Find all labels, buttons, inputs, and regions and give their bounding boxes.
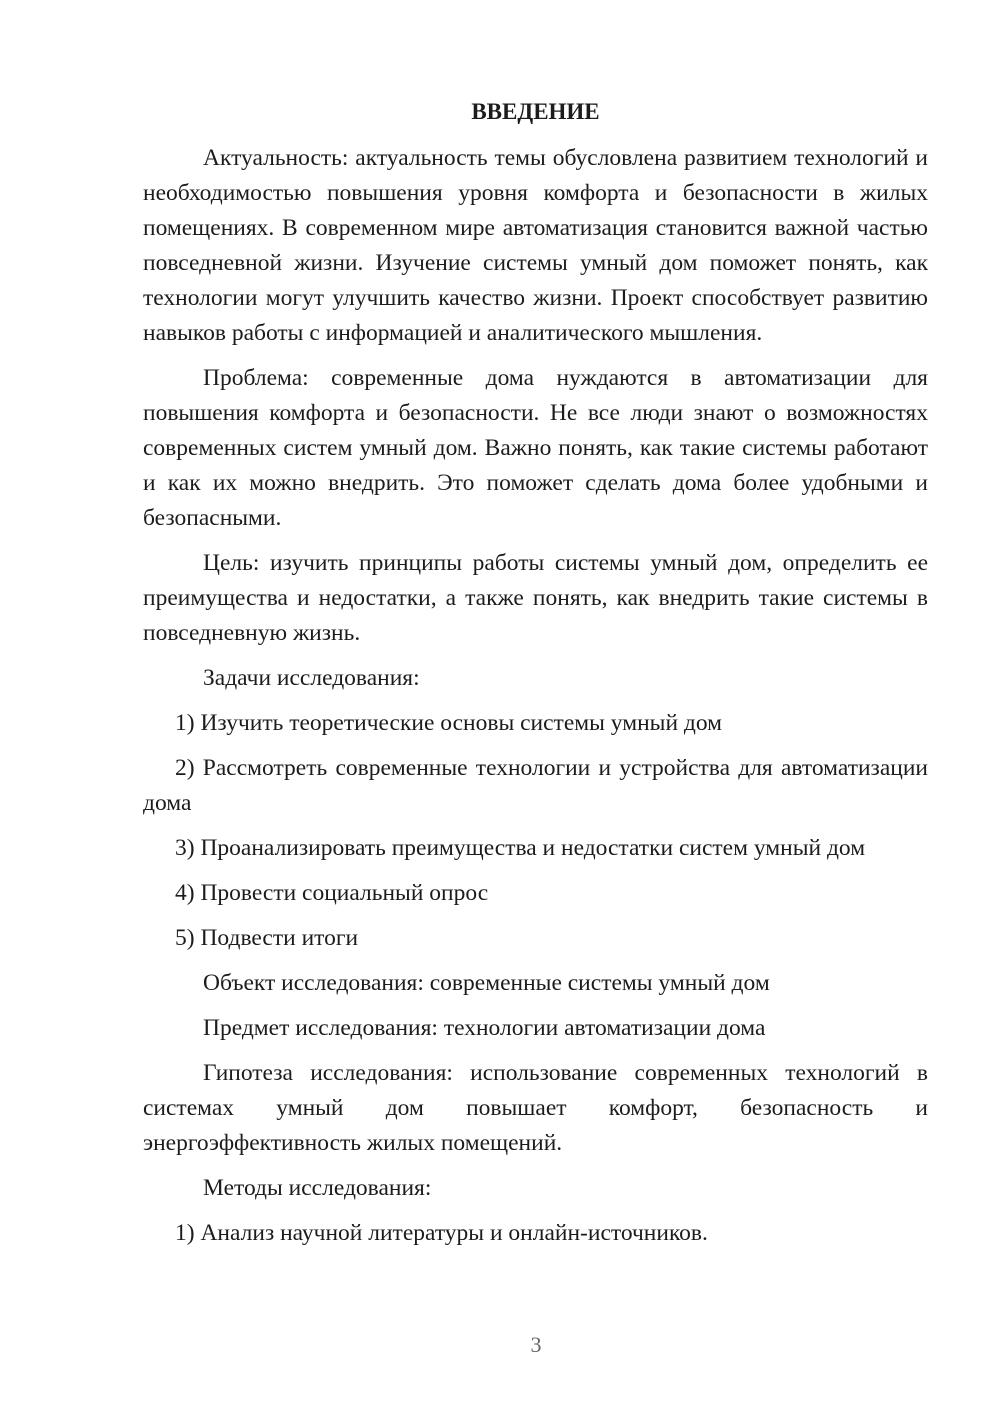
subject-paragraph: Предмет исследования: технологии автоматизации дома [203, 1015, 766, 1041]
tasks-title: Задачи исследования: [203, 665, 420, 691]
section-heading: ВВЕДЕНИЕ [471, 99, 600, 124]
task-item: 5) Подвести итоги [175, 925, 359, 951]
methods-title: Методы исследования: [203, 1175, 432, 1201]
page-content [143, 94, 928, 1261]
object-paragraph: Объект исследования: современные системы умный дом [203, 970, 770, 996]
task-item: 2) Рассмотреть современные технологии и устройства для автоматизации дома [143, 755, 928, 816]
goal-paragraph: Цель: изучить принципы работы системы умный дом, определить ее преимущества и недостатки, а также понять, как внедрить такие системы в повседневную жизнь. [143, 550, 928, 646]
relevance-paragraph: Актуальность: актуальность темы обусловлена развитием технологий и необходимостью повышения уровня комфорта и безопасности в жилых помещениях. В современном мире автоматизация становится важной частью повседневной жизни. Изучение системы умный дом поможет понять, как технологии могут улучшить качество жизни. Проект способствует развитию навыков работы с информацией и аналитического мышления. [143, 145, 928, 346]
task-item: 4) Провести социальный опрос [175, 880, 489, 906]
task-item: 3) Проанализировать преимущества и недостатки систем умный дом [175, 835, 866, 861]
method-item: 1) Анализ научной литературы и онлайн-источников. [175, 1220, 708, 1246]
task-item: 1) Изучить теоретические основы системы умный дом [175, 710, 723, 736]
hypothesis-paragraph: Гипотеза исследования: использование современных технологий в системах умный дом повышает комфорт, безопасность и энергоэффективность жилых помещений. [143, 1060, 928, 1156]
page-number: 3 [530, 1332, 542, 1357]
problem-paragraph: Проблема: современные дома нуждаются в автоматизации для повышения комфорта и безопасности. Не все люди знают о возможностях современных систем умный дом. Важно понять, как такие системы работают и как их можно внедрить. Это поможет сделать дома более удобными и безопасными. [143, 365, 928, 531]
